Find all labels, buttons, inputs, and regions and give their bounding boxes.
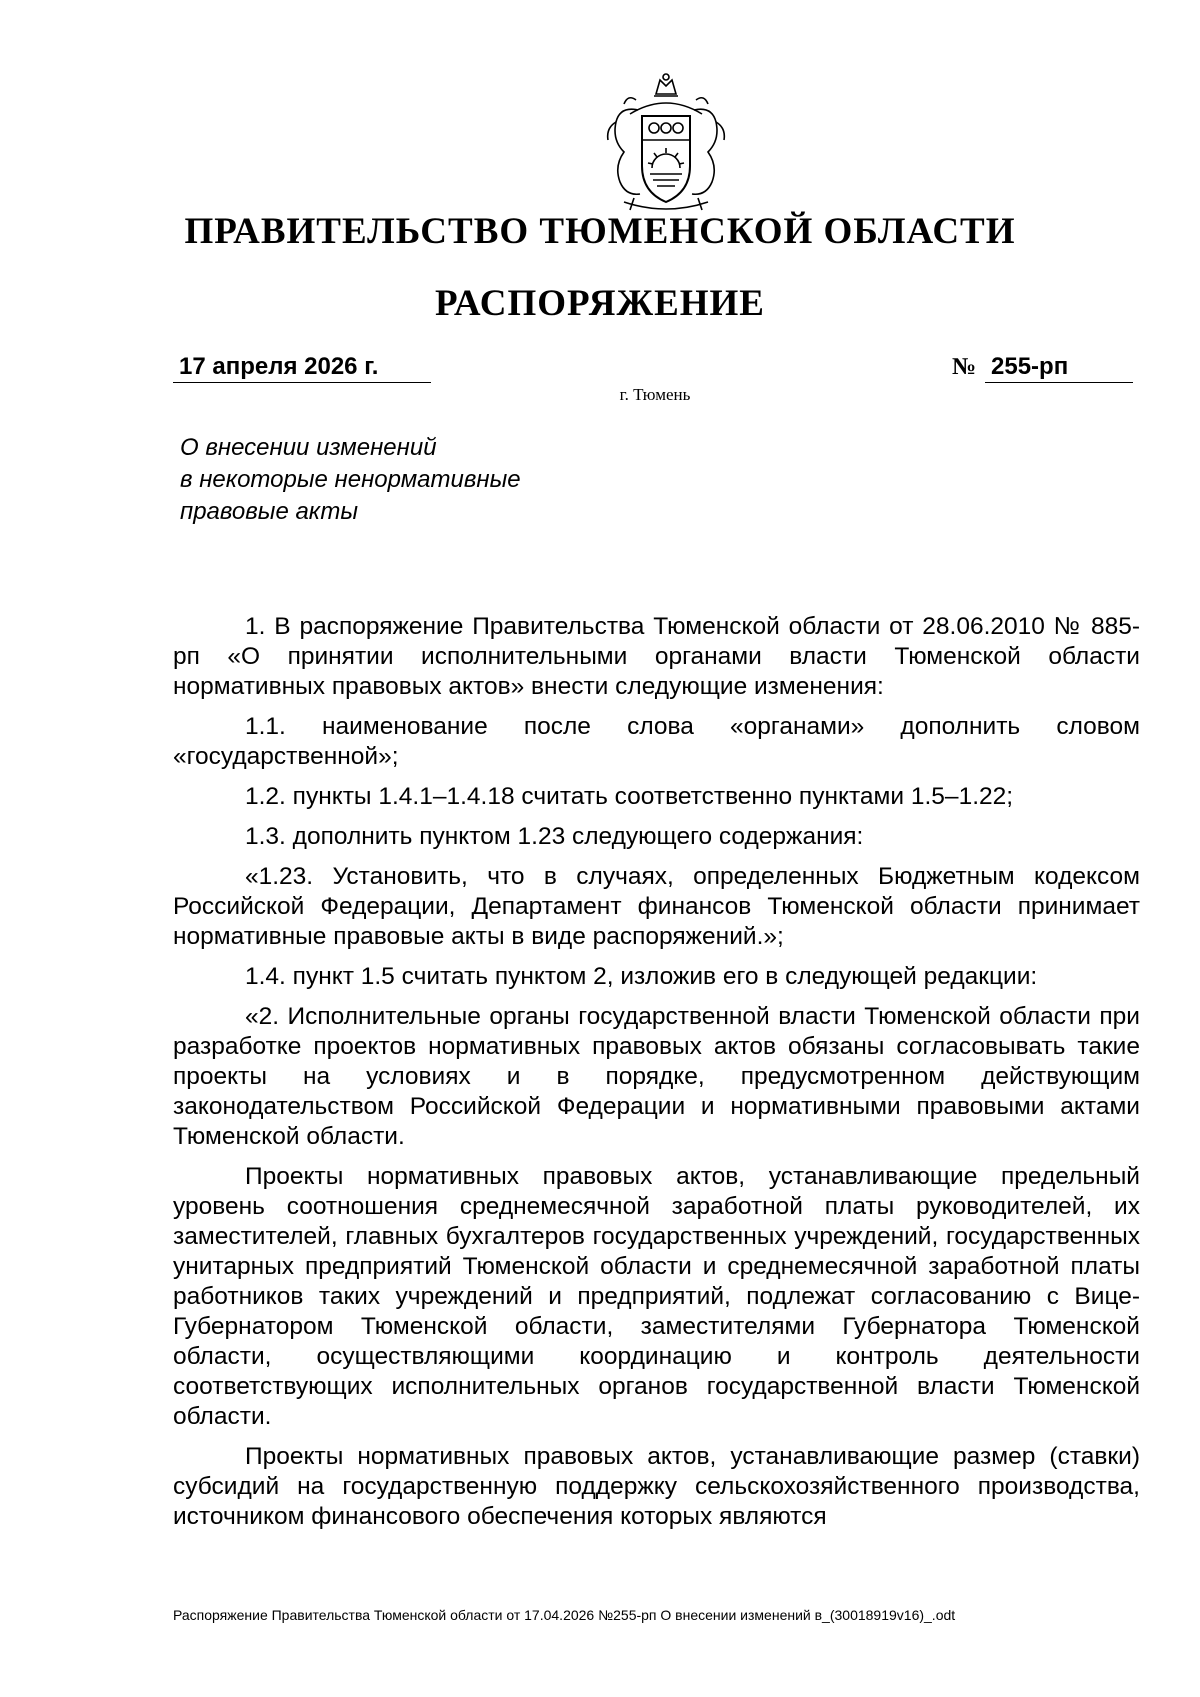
- document-subject: [180, 432, 640, 528]
- number-sign: №: [952, 354, 977, 380]
- body-paragraph: Проекты нормативных правовых актов, устанавливающие размер (ставки) субсидий на государственную поддержку сельскохозяйственного производства, источником финансового обеспечения которых являются: [173, 1443, 1140, 1530]
- body-paragraph: «1.23. Установить, что в случаях, определенных Бюджетным кодексом Российской Федерации, Департамент финансов Тюменской области принимает нормативные правовые акты в виде распоряжений.»;: [173, 863, 1140, 950]
- subject-line: в некоторые ненормативные: [180, 466, 521, 493]
- subject-line: правовые акты: [180, 498, 359, 525]
- document-footer: Распоряжение Правительства Тюменской области от 17.04.2026 №255-рп О внесении изменений в_(30018919v16)_.odt: [173, 1607, 956, 1623]
- body-paragraph: 1.1. наименование после слова «органами» дополнить словом «государственной»;: [173, 713, 1140, 770]
- body-paragraph: 1.3. дополнить пунктом 1.23 следующего содержания:: [245, 823, 864, 850]
- coat-of-arms-icon: [590, 70, 742, 216]
- body-paragraph: 1.4. пункт 1.5 считать пунктом 2, изложив его в следующей редакции:: [245, 963, 1038, 990]
- organization-title: ПРАВИТЕЛЬСТВО ТЮМЕНСКОЙ ОБЛАСТИ: [184, 211, 1016, 252]
- document-type: РАСПОРЯЖЕНИЕ: [434, 283, 765, 324]
- body-paragraph: «2. Исполнительные органы государственной власти Тюменской области при разработке проектов нормативных правовых актов обязаны согласовывать такие проекты на условиях и в порядке, предусмотренном действующим законодательством Российской Федерации и нормативными правовыми актами Тюменской области.: [173, 1003, 1140, 1150]
- document-number: 255-рп: [985, 352, 1133, 383]
- document-body: [173, 612, 1140, 1542]
- document-date: 17 апреля 2026 г.: [173, 352, 431, 383]
- body-paragraph: 1. В распоряжение Правительства Тюменской области от 28.06.2010 № 885-рп «О принятии исполнительными органами власти Тюменской области нормативных правовых актов» внести следующие изменения:: [173, 613, 1140, 700]
- body-paragraph: Проекты нормативных правовых актов, устанавливающие предельный уровень соотношения среднемесячной заработной платы руководителей, их заместителей, главных бухгалтеров государственных учреждений, государственных унитарных предприятий Тюменской области и среднемесячной заработной платы работников таких учреждений и предприятий, подлежат согласованию с Вице-Губернатором Тюменской области, заместителями Губернатора Тюменской области, осуществляющими координацию и контроль деятельности соответствующих исполнительных органов государственной власти Тюменской области.: [173, 1163, 1140, 1430]
- document-city: г. Тюмень: [619, 385, 691, 404]
- subject-line: О внесении изменений: [180, 434, 437, 461]
- body-paragraph: 1.2. пункты 1.4.1–1.4.18 считать соответственно пунктами 1.5–1.22;: [245, 783, 1014, 810]
